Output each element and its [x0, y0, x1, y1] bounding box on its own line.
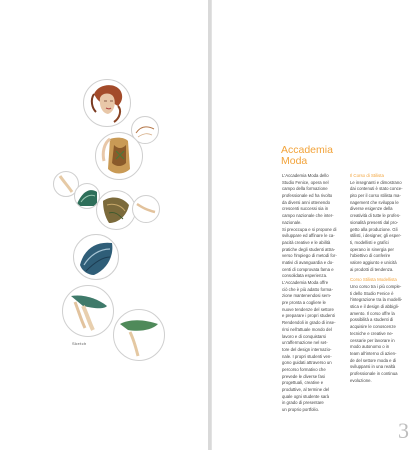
text-line: nale. I propri studenti ven- — [282, 353, 332, 359]
text-line: nagement che sviluppa le — [350, 199, 399, 205]
feet-illustration — [114, 310, 164, 360]
text-line: ti dello Studio Fenice è — [350, 290, 394, 296]
text-line: ti, modellisti e grafici — [350, 239, 389, 245]
waist-illustration — [97, 191, 135, 229]
illustration-circle-waist — [96, 190, 136, 230]
text-line: consolidata esperienza. — [282, 273, 328, 279]
text-line: cessarie per lavorare in — [350, 337, 395, 343]
title-line-2: Moda — [281, 155, 308, 167]
illustration-circle-small-2 — [132, 195, 160, 223]
text-line: lavoro e di conquistarsi — [282, 333, 326, 339]
text-line: ciò che è più adatto forma- — [282, 286, 333, 292]
page-number: 3 — [398, 418, 409, 443]
text-line: evoluzione. — [350, 377, 372, 383]
text-line: L'Accademia Moda dello — [282, 173, 329, 178]
text-line: Studio Fenice, opera nel — [282, 179, 329, 185]
text-line: crescenti successi sia in — [282, 206, 329, 212]
text-line: professionale ed ha rivolto — [282, 193, 333, 199]
body-column-right — [350, 173, 412, 384]
right-page — [211, 0, 420, 450]
text-line: campo nazionale che inter- — [282, 213, 334, 219]
text-line: stilisti, i designer, gli esper- — [350, 233, 402, 239]
text-line: Uno corso tra i più comple- — [350, 284, 402, 290]
hand-sketch — [133, 196, 159, 222]
text-line: pratiche degli studenti attra- — [282, 246, 336, 252]
page-title — [281, 145, 361, 167]
text-line: pacità creative e le abilità — [282, 239, 331, 245]
text-line: mativi di avanguardia e do- — [282, 259, 334, 265]
text-line: de del settore moda e di — [350, 357, 397, 363]
text-line: possibilità a studenti di — [350, 317, 394, 323]
torso-illustration — [96, 133, 142, 179]
text-line: percorso formativo che — [282, 366, 326, 372]
text-line: produttive, al termine del — [282, 387, 330, 392]
subheading-modellista: Corso Stilista Modellista — [350, 277, 397, 283]
subheading-stilista: Il Corso di Stilista — [350, 173, 384, 178]
illustration-circle-torso — [95, 132, 143, 180]
text-line: l'obiettivo di conferire — [350, 253, 391, 259]
text-line: nazionale. — [282, 219, 302, 225]
text-line: creatività di tutte le profes- — [350, 213, 401, 219]
text-line: pito per il corso stilista ma- — [350, 193, 401, 199]
text-line: stica e il design di abbigli- — [350, 304, 399, 310]
fabric-swatch — [75, 184, 99, 208]
text-line: prevede le diverse fasi — [282, 373, 325, 379]
text-line: verso l'impiego di metodi for- — [282, 253, 337, 259]
text-line: Si preoccupa e si propone di — [282, 226, 337, 232]
text-line: tore del design internazio- — [282, 346, 332, 352]
text-line: amento. Il corso offre la — [350, 310, 395, 316]
body-column-left — [282, 173, 344, 414]
text-line: ai prodotti di tendenza. — [350, 266, 394, 272]
text-line: valore aggiunto e unicità — [350, 259, 397, 265]
text-line: team all'interno di azien- — [350, 350, 397, 356]
text-line: pre pronta a cogliere le — [282, 300, 326, 306]
text-line: campo della formazione — [282, 186, 328, 192]
text-line: Le insegnanti e dimostrano — [350, 179, 402, 185]
legs-illustration — [63, 286, 113, 336]
text-line: un'affermazione nel set- — [282, 340, 328, 346]
text-line: operano in sinergia per — [350, 246, 394, 252]
text-line: tecniche e creative ne- — [350, 330, 394, 336]
text-line: da diversi anni ottenendo — [282, 199, 331, 205]
text-line: L'Accademia Moda offre — [282, 280, 329, 285]
text-line: nuove tendenze del settore — [282, 306, 334, 312]
text-line: un proprio portfolio. — [282, 407, 320, 413]
face-illustration — [84, 80, 130, 126]
text-line: in grado di presentare — [282, 400, 324, 406]
text-line: acquisire le conoscenze — [350, 324, 396, 330]
illustration-circle-head — [83, 79, 131, 127]
text-line: rirsi nell'attuale mondo del — [282, 326, 332, 332]
illustration-circle-skirt — [73, 234, 119, 280]
text-line: e preparare i propri studenti — [282, 313, 335, 319]
skirt-illustration — [74, 235, 118, 279]
text-line: quale ogni studente sarà — [282, 393, 330, 399]
text-line: getto alla produzione. Gli — [350, 226, 398, 232]
text-line: dai contenuti è stato conce- — [350, 186, 403, 192]
illustration-circle-feet — [113, 309, 165, 361]
text-line: svilupparsi in una realtà — [350, 364, 396, 370]
text-line: centi di comprovata fama e — [282, 266, 334, 272]
text-line: sionalità presenti dal pro- — [350, 219, 399, 225]
illustration-circle-legs — [62, 285, 114, 337]
text-line: sviluppare ed affinare le ca- — [282, 233, 335, 239]
title-line-1: Accademia — [281, 144, 333, 156]
text-line: l'integrazione tra la modelli- — [350, 297, 403, 303]
text-line: diverse esigenze della — [350, 206, 393, 212]
text-line: zione mantenendosi sem- — [282, 293, 332, 299]
text-line: gono guidati attraverso un — [282, 360, 332, 366]
text-line: professionale in continua — [350, 370, 398, 376]
text-line: Rendendoli in grado di inse- — [282, 320, 336, 326]
left-page — [0, 0, 209, 450]
text-line: modo autonomo o in — [350, 344, 390, 350]
illustration-caption: Sketch — [72, 341, 87, 346]
text-line: progettuali, creative e — [282, 380, 324, 386]
